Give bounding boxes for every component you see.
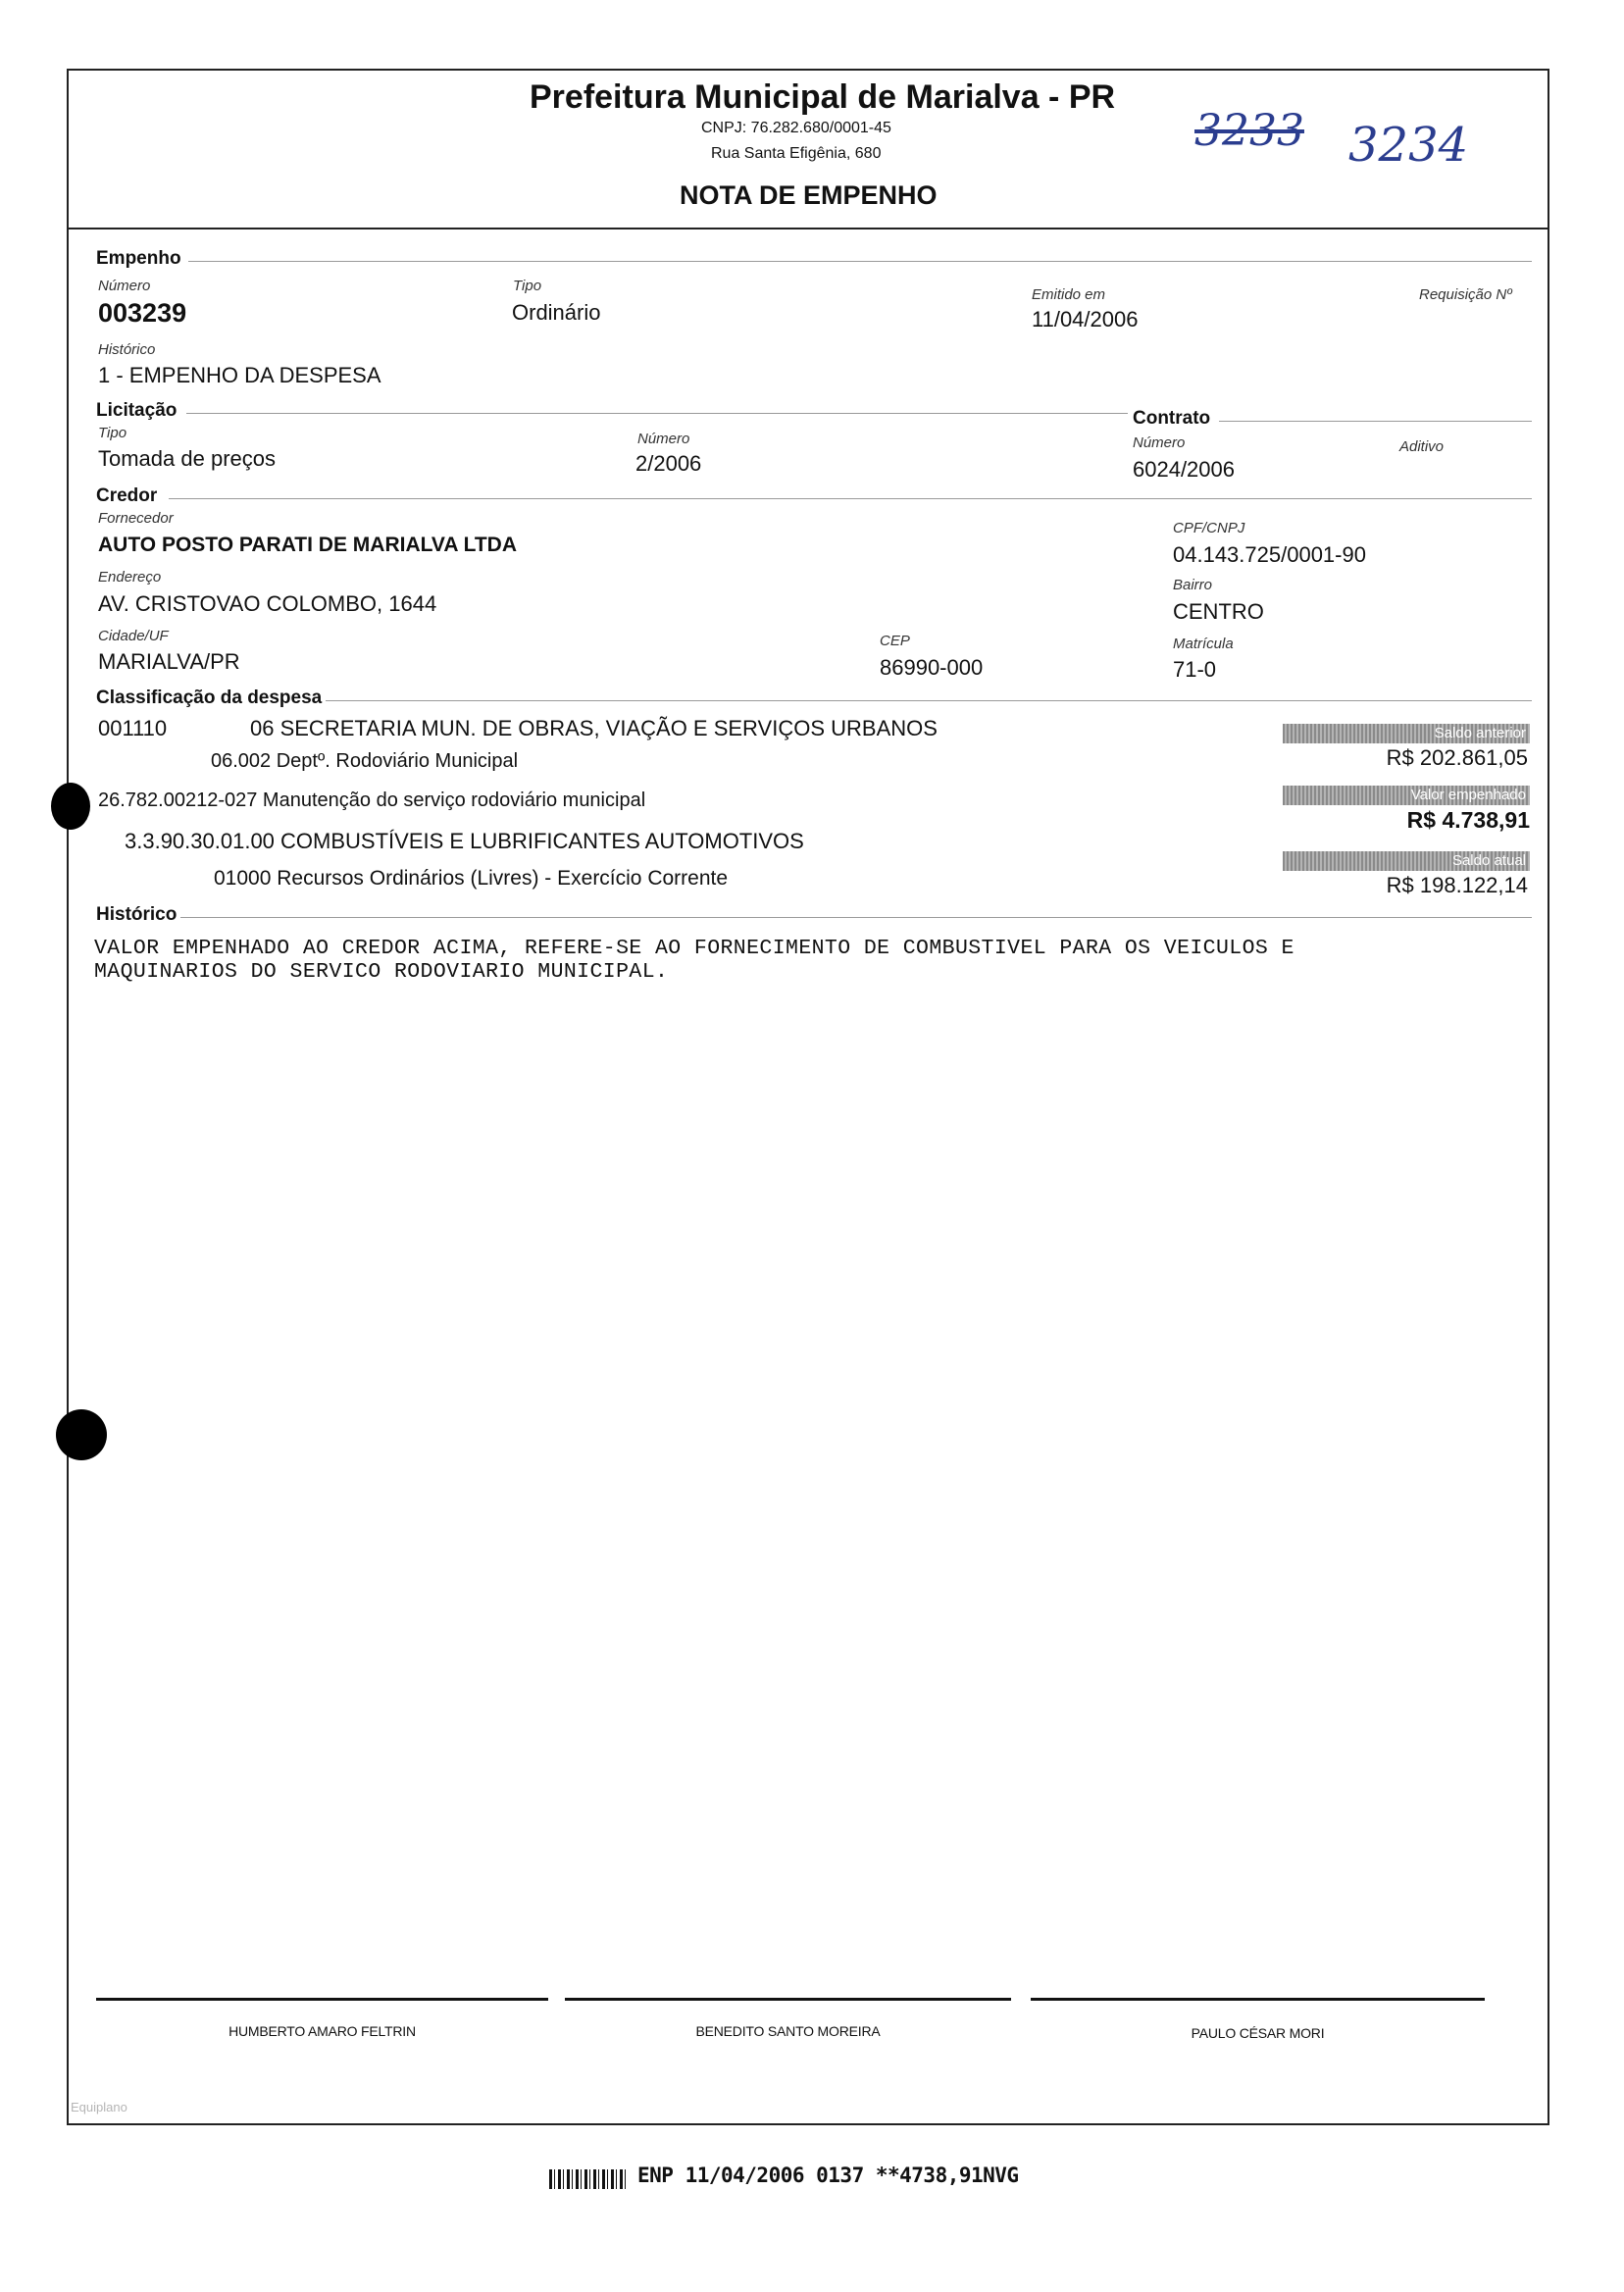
classificacao-recurso: 01000 Recursos Ordinários (Livres) - Exercício Corrente [214,867,729,890]
contrato-numero-label: Número [1133,434,1186,451]
barcode-glyph [549,2169,628,2189]
empenho-tipo: Ordinário [512,300,601,325]
matricula: 71-0 [1173,657,1217,682]
licitacao-rule [186,413,1128,414]
empenho-historico-label: Histórico [98,341,156,358]
document-type: NOTA DE EMPENHO [680,180,938,210]
endereco-label: Endereço [98,569,162,586]
handwritten-struck-number: 3233 [1194,106,1304,156]
contrato-numero: 6024/2006 [1133,457,1235,482]
classificacao-funcional: 26.782.00212-027 Manutenção do serviço rodoviário municipal [98,789,646,811]
footer-stamp: ENP 11/04/2006 0137 **4738,91NVG [637,2164,1019,2187]
empenho-historico: 1 - EMPENHO DA DESPESA [98,363,381,387]
empenho-tipo-label: Tipo [513,278,542,294]
section-licitacao: Licitação [96,400,178,421]
contrato-rule [1219,421,1532,422]
fornecedor: AUTO POSTO PARATI DE MARIALVA LTDA [98,534,517,556]
header-cnpj: CNPJ: 76.282.680/0001-45 [701,120,891,136]
section-empenho: Empenho [96,248,181,269]
empenho-emitido-label: Emitido em [1032,286,1106,303]
cpf-cnpj: 04.143.725/0001-90 [1173,542,1366,567]
header-divider [67,228,1549,229]
saldo-atual-label: Saldo atual [1283,851,1530,871]
endereco: AV. CRISTOVAO COLOMBO, 1644 [98,591,437,616]
cep-label: CEP [880,633,910,649]
footer-brand: Equiplano [71,2100,127,2114]
signature-name-3: PAULO CÉSAR MORI [1191,2025,1325,2041]
section-historico: Histórico [96,904,178,925]
saldo-anterior: R$ 202.861,05 [1386,745,1528,770]
section-contrato: Contrato [1133,408,1211,429]
contrato-aditivo-label: Aditivo [1399,438,1445,455]
licitacao-tipo-label: Tipo [98,425,127,441]
handwritten-number: 3234 [1348,118,1469,173]
cpf-cnpj-label: CPF/CNPJ [1173,520,1245,536]
licitacao-numero-label: Número [637,431,690,447]
historico-rule [180,917,1532,918]
punch-hole-bottom [56,1409,107,1460]
header-address: Rua Santa Efigênia, 680 [711,145,882,162]
requisicao-label: Requisição Nº [1419,286,1512,303]
bairro-label: Bairro [1173,577,1213,593]
historico-line-2: MAQUINARIOS DO SERVICO RODOVIARIO MUNICIPAL. [94,960,669,984]
cidade-uf: MARIALVA/PR [98,649,240,674]
historico-line-1: VALOR EMPENHADO AO CREDOR ACIMA, REFERE-SE AO FORNECIMENTO DE COMBUSTIVEL PARA OS VEICULOS E [94,937,1294,960]
bairro: CENTRO [1173,599,1264,624]
signature-name-2: BENEDITO SANTO MOREIRA [695,2023,881,2039]
cidade-uf-label: Cidade/UF [98,628,169,644]
credor-rule [169,498,1532,499]
licitacao-tipo: Tomada de preços [98,446,276,471]
empenho-numero: 003239 [98,298,187,328]
empenho-rule [188,261,1532,262]
signature-line-1 [96,1998,548,2001]
empenho-numero-label: Número [98,278,151,294]
section-classificacao: Classificação da despesa [96,688,323,708]
cep: 86990-000 [880,655,984,680]
punch-hole-top [51,783,90,830]
fornecedor-label: Fornecedor [98,510,174,527]
section-credor: Credor [96,485,158,506]
classificacao-elemento: 3.3.90.30.01.00 COMBUSTÍVEIS E LUBRIFICANTES AUTOMOTIVOS [125,829,804,853]
saldo-anterior-label: Saldo anterior [1283,724,1530,743]
empenho-emitido: 11/04/2006 [1032,307,1139,331]
valor-empenhado-label: Valor empenhado [1283,786,1530,805]
signature-line-3 [1031,1998,1485,2001]
page-title: Prefeitura Municipal de Marialva - PR [530,78,1116,116]
matricula-label: Matrícula [1173,636,1234,652]
classificacao-orgao: 06 SECRETARIA MUN. DE OBRAS, VIAÇÃO E SERVIÇOS URBANOS [250,716,938,740]
licitacao-numero: 2/2006 [635,451,702,476]
signature-name-1: HUMBERTO AMARO FELTRIN [228,2023,416,2039]
classificacao-rule [326,700,1532,701]
valor-empenhado: R$ 4.738,91 [1406,807,1530,833]
classificacao-code: 001110 [98,716,168,740]
signature-line-2 [565,1998,1011,2001]
classificacao-unidade: 06.002 Deptº. Rodoviário Municipal [211,750,519,772]
saldo-atual: R$ 198.122,14 [1386,873,1528,897]
